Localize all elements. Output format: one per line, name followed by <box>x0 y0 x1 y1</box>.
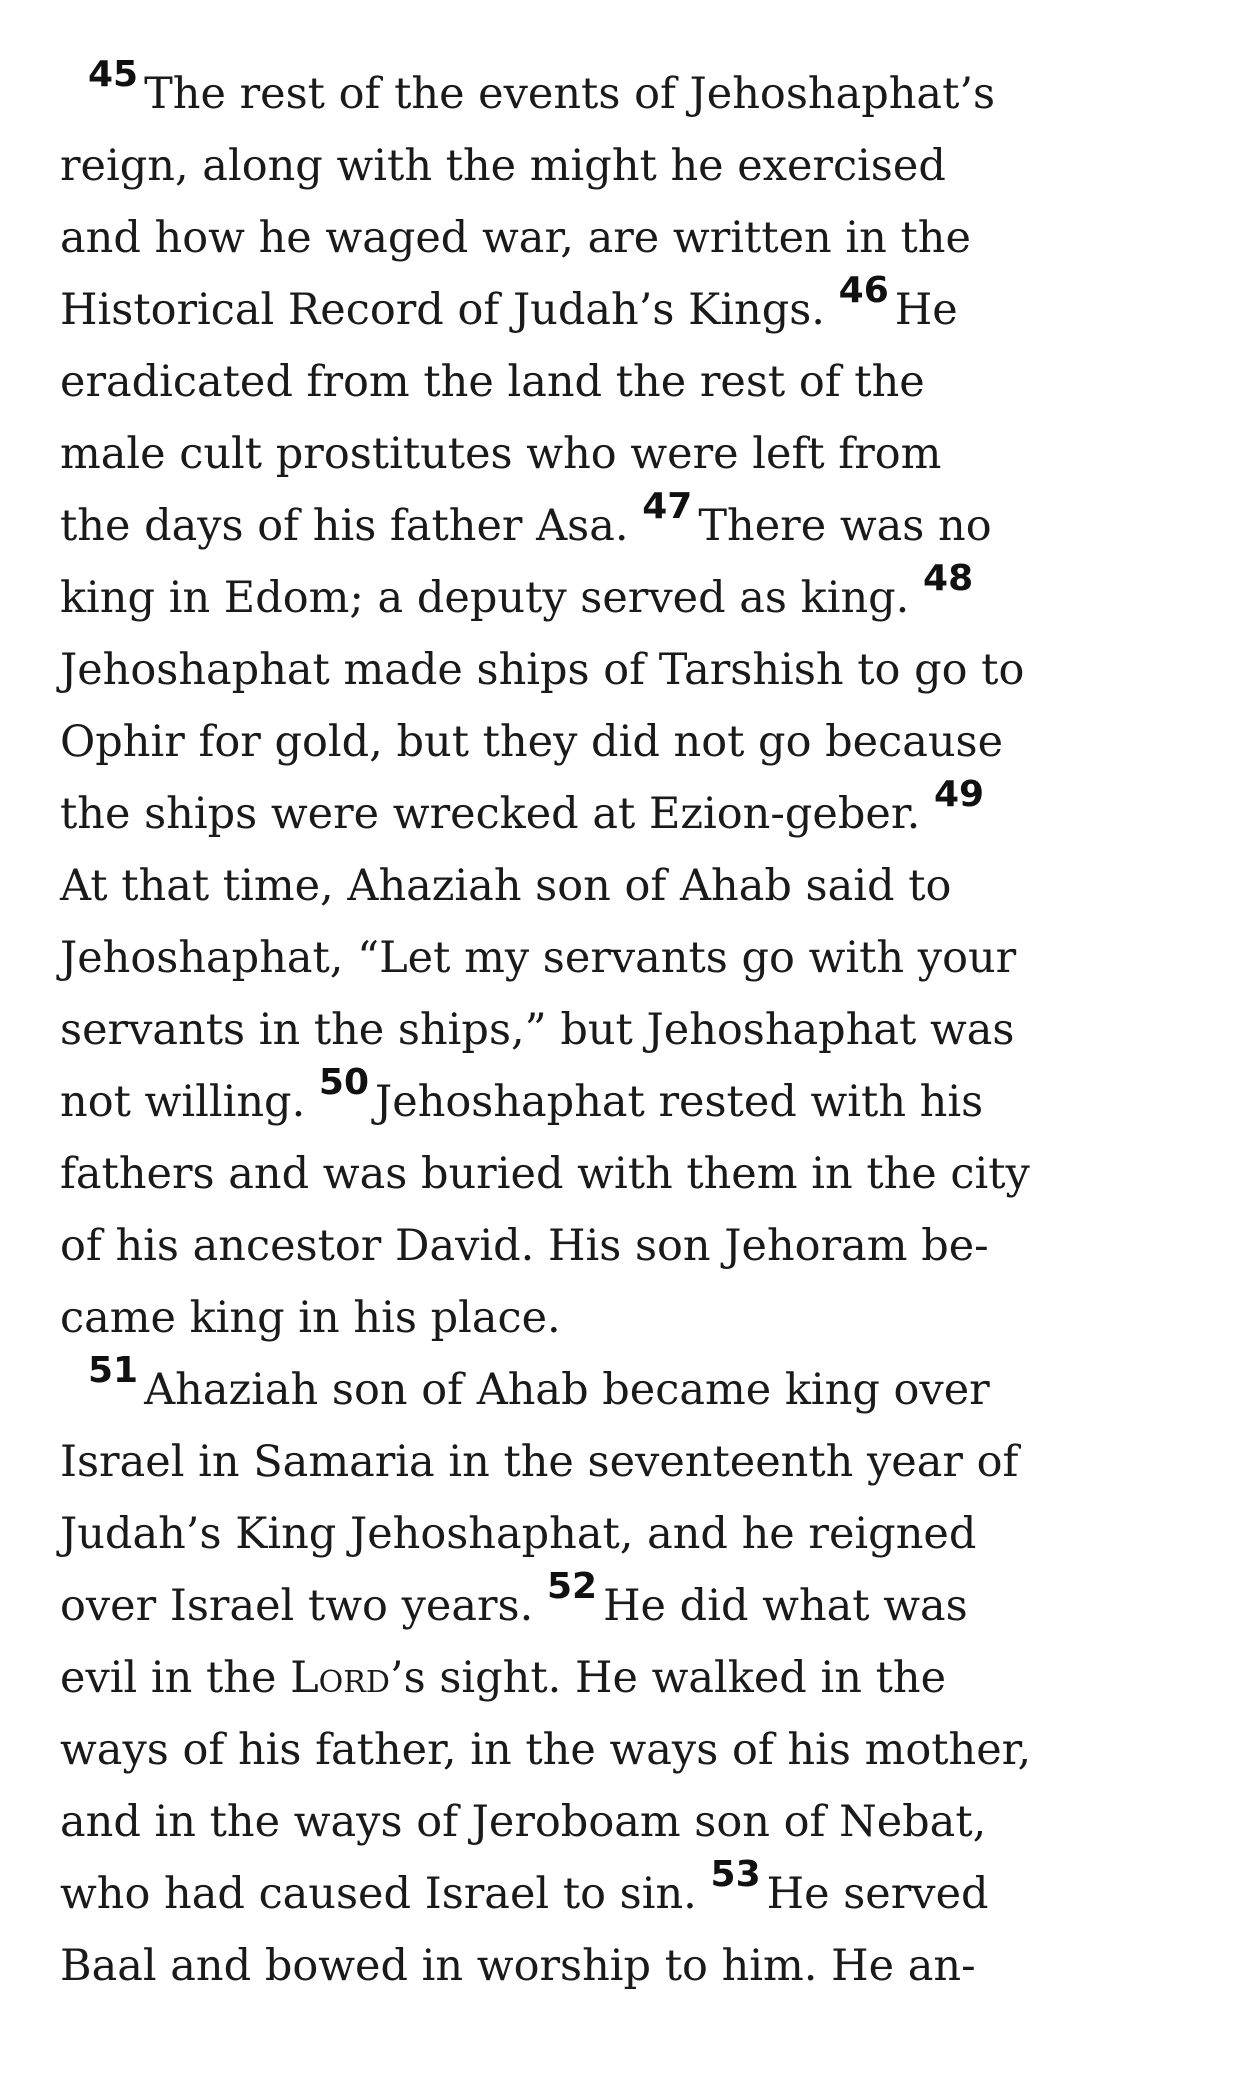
verse-text: ways of his father, in the ways of his mother, <box>60 1725 1032 1775</box>
text-line <box>60 1210 1190 1282</box>
text-line <box>60 922 1190 994</box>
verse-text: The rest of the events of Jehoshaphat’s <box>144 69 996 119</box>
text-line <box>60 1566 1190 1642</box>
verse-text: Judah’s King Jehoshaphat, and he reigned <box>60 1509 977 1559</box>
text-line <box>60 1854 1190 1930</box>
verse-text: not willing. <box>60 1077 319 1127</box>
verse-text: He did what was <box>603 1581 968 1631</box>
text-line <box>60 1642 1190 1714</box>
text-line <box>60 994 1190 1066</box>
verse-text: Ahaziah son of Ahab became king over <box>144 1365 990 1415</box>
text-line <box>60 418 1190 490</box>
text-line <box>60 486 1190 562</box>
text-line <box>60 1714 1190 1786</box>
verse-text: Jehoshaphat, “Let my servants go with your <box>60 933 1017 983</box>
verse-text: He <box>894 285 958 335</box>
text-line <box>60 774 1190 850</box>
verse-text: Jehoshaphat made ships of Tarshish to go to <box>60 645 1025 695</box>
verse-text: who had caused Israel to sin. <box>60 1869 711 1919</box>
verse-text: There was no <box>698 501 992 551</box>
verse-text: of his ancestor David. His son Jehoram be- <box>60 1221 989 1271</box>
text-line <box>60 1062 1190 1138</box>
verse-text: over Israel two years. <box>60 1581 547 1631</box>
verse-text: the days of his father Asa. <box>60 501 643 551</box>
text-line <box>60 130 1190 202</box>
verse-text: evil in the <box>60 1653 291 1703</box>
text-line <box>60 558 1190 634</box>
verse-text: Jehoshaphat rested with his <box>375 1077 984 1127</box>
verse-text: king in Edom; a deputy served as king. <box>60 573 924 623</box>
verse-number: 52 <box>546 1566 598 1607</box>
divine-name-small-caps: Lord <box>290 1653 390 1703</box>
verse-text: male cult prostitutes who were left from <box>60 429 942 479</box>
paragraph-first-line <box>60 54 1190 130</box>
verse-number: 51 <box>88 1350 139 1391</box>
paragraph-first-line <box>60 1350 1190 1426</box>
verse-text: Baal and bowed in worship to him. He an- <box>60 1941 976 1991</box>
verse-text: eradicated from the land the rest of the <box>60 357 925 407</box>
text-line <box>60 270 1190 346</box>
text-line <box>60 1282 1190 1354</box>
text-line <box>60 1138 1190 1210</box>
verse-text: and in the ways of Jeroboam son of Nebat, <box>60 1797 987 1847</box>
verse-number: 50 <box>318 1062 370 1103</box>
verse-text: came king in his place. <box>60 1293 561 1343</box>
verse-text: Ophir for gold, but they did not go because <box>60 717 1004 767</box>
verse-number: 46 <box>838 270 889 311</box>
text-line <box>60 1498 1190 1570</box>
verse-text: reign, along with the might he exercised <box>60 141 946 191</box>
text-line <box>60 1426 1190 1498</box>
text-line <box>60 346 1190 418</box>
verse-text: Israel in Samaria in the seventeenth year of <box>60 1437 1019 1487</box>
verse-text: fathers and was buried with them in the city <box>60 1149 1030 1199</box>
verse-number: 47 <box>642 486 693 527</box>
verse-text: servants in the ships,” but Jehoshaphat was <box>60 1005 1015 1055</box>
verse-text: and how he waged war, are written in the <box>60 213 971 263</box>
verse-text: the ships were wrecked at Ezion-geber. <box>60 789 934 839</box>
text-line <box>60 706 1190 778</box>
text-line <box>60 634 1190 706</box>
scripture-text-body <box>60 54 1190 2002</box>
text-line <box>60 1930 1190 2002</box>
verse-number: 48 <box>923 558 974 599</box>
verse-text: Historical Record of Judah’s Kings. <box>60 285 839 335</box>
text-line <box>60 850 1190 922</box>
text-line <box>60 1786 1190 1858</box>
verse-number: 53 <box>710 1854 761 1895</box>
verse-text: ’s sight. He walked in the <box>389 1653 947 1703</box>
verse-number: 49 <box>933 774 985 815</box>
text-line <box>60 202 1190 274</box>
verse-number: 45 <box>88 54 139 95</box>
verse-text: He served <box>766 1869 989 1919</box>
verse-text: At that time, Ahaziah son of Ahab said to <box>60 861 952 911</box>
